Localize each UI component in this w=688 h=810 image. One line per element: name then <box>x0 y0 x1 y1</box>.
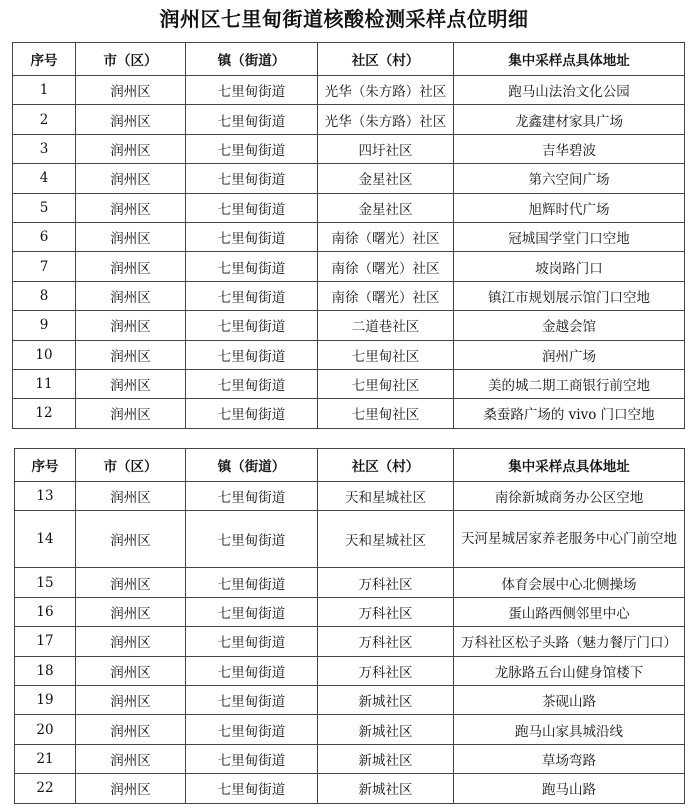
cell-district: 润州区 <box>76 134 186 163</box>
cell-address: 南徐新城商务办公区空地 <box>454 482 685 511</box>
cell-community: 七里甸社区 <box>318 399 454 428</box>
cell-address: 龙脉路五台山健身馆楼下 <box>454 656 685 685</box>
table-row <box>15 715 685 744</box>
table-row <box>13 311 685 340</box>
cell-community: 万科社区 <box>318 568 454 597</box>
cell-address: 桑蚕路广场的 vivo 门口空地 <box>454 399 685 428</box>
cell-address: 润州广场 <box>454 340 685 369</box>
cell-index: 8 <box>13 281 76 310</box>
cell-district: 润州区 <box>76 105 186 134</box>
header-street: 镇（街道） <box>186 449 318 482</box>
table-row <box>15 627 685 656</box>
table-row <box>13 369 685 398</box>
cell-street: 七里甸街道 <box>186 511 318 568</box>
cell-district: 润州区 <box>76 193 186 222</box>
header-index: 序号 <box>15 449 76 482</box>
cell-address: 跑马山家具城沿线 <box>454 715 685 744</box>
cell-district: 润州区 <box>76 164 186 193</box>
table-row <box>15 685 685 714</box>
cell-street: 七里甸街道 <box>186 369 318 398</box>
page-title: 润州区七里甸街道核酸检测采样点位明细 <box>159 7 529 31</box>
cell-district: 润州区 <box>76 511 186 568</box>
cell-index: 22 <box>15 774 76 803</box>
cell-index: 3 <box>13 134 76 163</box>
cell-index: 2 <box>13 105 76 134</box>
cell-index: 19 <box>15 685 76 714</box>
cell-street: 七里甸街道 <box>186 744 318 773</box>
cell-community: 新城社区 <box>318 744 454 773</box>
cell-district: 润州区 <box>76 715 186 744</box>
cell-community: 南徐（曙光）社区 <box>318 252 454 281</box>
table-row <box>13 193 685 222</box>
cell-address: 草场弯路 <box>454 744 685 773</box>
cell-street: 七里甸街道 <box>186 105 318 134</box>
cell-index: 13 <box>15 482 76 511</box>
cell-community: 南徐（曙光）社区 <box>318 222 454 251</box>
cell-street: 七里甸街道 <box>186 340 318 369</box>
table-row <box>13 281 685 310</box>
cell-address: 金越会馆 <box>454 311 685 340</box>
cell-community: 天和星城社区 <box>318 482 454 511</box>
cell-index: 11 <box>13 369 76 398</box>
cell-index: 12 <box>13 399 76 428</box>
cell-street: 七里甸街道 <box>186 715 318 744</box>
header-address: 集中采样点具体地址 <box>454 43 685 76</box>
cell-community: 万科社区 <box>318 656 454 685</box>
cell-community: 光华（朱方路）社区 <box>318 105 454 134</box>
cell-community: 四圩社区 <box>318 134 454 163</box>
cell-community: 南徐（曙光）社区 <box>318 281 454 310</box>
table-row <box>13 164 685 193</box>
cell-index: 16 <box>15 597 76 626</box>
table-row <box>13 340 685 369</box>
cell-district: 润州区 <box>76 774 186 803</box>
cell-index: 20 <box>15 715 76 744</box>
table-row <box>15 774 685 803</box>
header-community: 社区（村） <box>318 449 454 482</box>
cell-community: 光华（朱方路）社区 <box>318 76 454 105</box>
cell-address: 万科社区松子头路（魅力餐厅门口） <box>454 627 685 656</box>
cell-address: 美的城二期工商银行前空地 <box>454 369 685 398</box>
cell-index: 17 <box>15 627 76 656</box>
cell-address: 跑马山法治文化公园 <box>454 76 685 105</box>
cell-district: 润州区 <box>76 482 186 511</box>
cell-street: 七里甸街道 <box>186 252 318 281</box>
cell-community: 万科社区 <box>318 627 454 656</box>
cell-index: 18 <box>15 656 76 685</box>
cell-street: 七里甸街道 <box>186 399 318 428</box>
cell-street: 七里甸街道 <box>186 164 318 193</box>
cell-street: 七里甸街道 <box>186 597 318 626</box>
cell-address: 旭辉时代广场 <box>454 193 685 222</box>
sampling-sites-table-part-1 <box>12 42 685 429</box>
cell-district: 润州区 <box>76 311 186 340</box>
cell-community: 七里甸社区 <box>318 369 454 398</box>
cell-street: 七里甸街道 <box>186 482 318 511</box>
cell-district: 润州区 <box>76 685 186 714</box>
header-index: 序号 <box>13 43 76 76</box>
cell-street: 七里甸街道 <box>186 774 318 803</box>
table-row <box>15 482 685 511</box>
cell-district: 润州区 <box>76 76 186 105</box>
table-row <box>13 399 685 428</box>
table-row <box>15 744 685 773</box>
cell-community: 金星社区 <box>318 164 454 193</box>
header-district: 市（区） <box>76 43 186 76</box>
table-header-row <box>15 449 685 482</box>
cell-district: 润州区 <box>76 281 186 310</box>
cell-address: 吉华碧波 <box>454 134 685 163</box>
cell-street: 七里甸街道 <box>186 656 318 685</box>
cell-address: 茶砚山路 <box>454 685 685 714</box>
cell-street: 七里甸街道 <box>186 568 318 597</box>
cell-street: 七里甸街道 <box>186 685 318 714</box>
cell-community: 万科社区 <box>318 597 454 626</box>
cell-community: 新城社区 <box>318 774 454 803</box>
cell-district: 润州区 <box>76 399 186 428</box>
cell-district: 润州区 <box>76 340 186 369</box>
header-district: 市（区） <box>76 449 186 482</box>
table-row <box>13 252 685 281</box>
table-row <box>15 656 685 685</box>
cell-street: 七里甸街道 <box>186 627 318 656</box>
cell-index: 14 <box>15 511 76 568</box>
table-row <box>13 76 685 105</box>
cell-district: 润州区 <box>76 744 186 773</box>
cell-address: 镇江市规划展示馆门口空地 <box>454 281 685 310</box>
table-row <box>13 105 685 134</box>
table-row <box>13 222 685 251</box>
cell-index: 6 <box>13 222 76 251</box>
cell-index: 4 <box>13 164 76 193</box>
cell-street: 七里甸街道 <box>186 311 318 340</box>
cell-district: 润州区 <box>76 252 186 281</box>
cell-address: 坡岗路门口 <box>454 252 685 281</box>
cell-street: 七里甸街道 <box>186 222 318 251</box>
cell-community: 七里甸社区 <box>318 340 454 369</box>
sampling-sites-table-part-2 <box>14 448 685 804</box>
cell-district: 润州区 <box>76 222 186 251</box>
cell-street: 七里甸街道 <box>186 281 318 310</box>
table-row <box>15 511 685 568</box>
cell-address: 龙鑫建材家具广场 <box>454 105 685 134</box>
cell-index: 21 <box>15 744 76 773</box>
cell-address: 蛋山路西侧邻里中心 <box>454 597 685 626</box>
table-row <box>15 568 685 597</box>
cell-index: 1 <box>13 76 76 105</box>
cell-index: 10 <box>13 340 76 369</box>
cell-street: 七里甸街道 <box>186 134 318 163</box>
cell-street: 七里甸街道 <box>186 193 318 222</box>
cell-index: 15 <box>15 568 76 597</box>
cell-district: 润州区 <box>76 597 186 626</box>
table-row <box>13 134 685 163</box>
cell-district: 润州区 <box>76 369 186 398</box>
cell-address: 体育会展中心北侧操场 <box>454 568 685 597</box>
table-header-row <box>13 43 685 76</box>
cell-community: 天和星城社区 <box>318 511 454 568</box>
cell-district: 润州区 <box>76 568 186 597</box>
cell-index: 9 <box>13 311 76 340</box>
cell-street: 七里甸街道 <box>186 76 318 105</box>
cell-address: 第六空间广场 <box>454 164 685 193</box>
cell-address: 跑马山路 <box>454 774 685 803</box>
table-row <box>15 597 685 626</box>
cell-index: 5 <box>13 193 76 222</box>
cell-index: 7 <box>13 252 76 281</box>
header-address: 集中采样点具体地址 <box>454 449 685 482</box>
cell-community: 金星社区 <box>318 193 454 222</box>
cell-address: 天河星城居家养老服务中心门前空地 <box>454 511 685 568</box>
cell-community: 新城社区 <box>318 685 454 714</box>
cell-district: 润州区 <box>76 627 186 656</box>
cell-community: 新城社区 <box>318 715 454 744</box>
cell-district: 润州区 <box>76 656 186 685</box>
cell-address: 冠城国学堂门口空地 <box>454 222 685 251</box>
header-street: 镇（街道） <box>186 43 318 76</box>
cell-community: 二道巷社区 <box>318 311 454 340</box>
header-community: 社区（村） <box>318 43 454 76</box>
